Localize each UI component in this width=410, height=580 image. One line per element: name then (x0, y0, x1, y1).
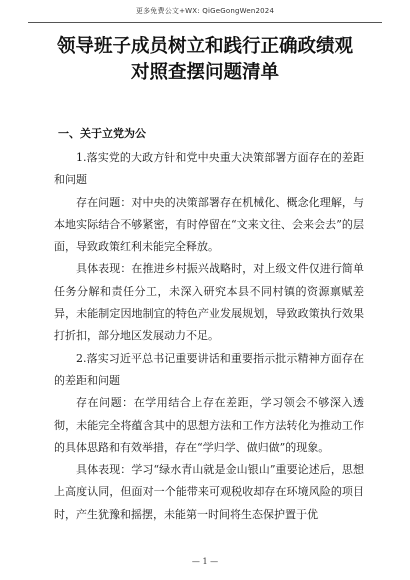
title-line-1: 领导班子成员树立和践行正确政绩观 (56, 36, 353, 57)
paragraph: 具体表现：在推进乡村振兴战略时，对上级文件仅进行简单任务分解和责任分工，未深入研究本县不同村镇的资源禀赋差异，未能制定因地制宜的特色产业发展规划，导致政策执行效果打折扣，部分地区发展动力不足。 (54, 262, 364, 343)
paragraph: 1.落实党的大政方针和党中央重大决策部署方面存在的差距和问题 (54, 151, 364, 187)
paragraph: 存在问题：对中央的决策部署存在机械化、概念化理解，与本地实际结合不够紧密，有时停留在“文来文往、会来会去”的层面，导致政策红利未能完全释放。 (54, 195, 364, 254)
page-number: — 1 — (191, 557, 219, 566)
header-note: 更多免费公文+WX: QiGeGongWen2024 (135, 7, 275, 15)
header-divider (28, 22, 382, 23)
paragraph: 存在问题：在学用结合上存在差距，学习领会不够深入透彻，未能完全将蕴含其中的思想方法和工作方法转化为推动工作的具体思路和有效举措，存在“学归学、做归做”的现象。 (54, 396, 364, 454)
paragraph: 2.落实习近平总书记重要讲话和重要指示批示精神方面存在的差距和问题 (54, 351, 364, 387)
body-text (54, 147, 364, 526)
document-title (0, 34, 410, 86)
section-heading: 一、关于立党为公 (58, 127, 146, 140)
title-line-2: 对照查摆问题清单 (130, 62, 279, 83)
paragraph: 具体表现：学习“绿水青山就是金山银山”重要论述后，思想上高度认同，但面对一个能带来可观税收却存在环境风险的项目时，产生犹豫和摇摆，未能第一时间将生态保护置于优 (54, 463, 364, 521)
